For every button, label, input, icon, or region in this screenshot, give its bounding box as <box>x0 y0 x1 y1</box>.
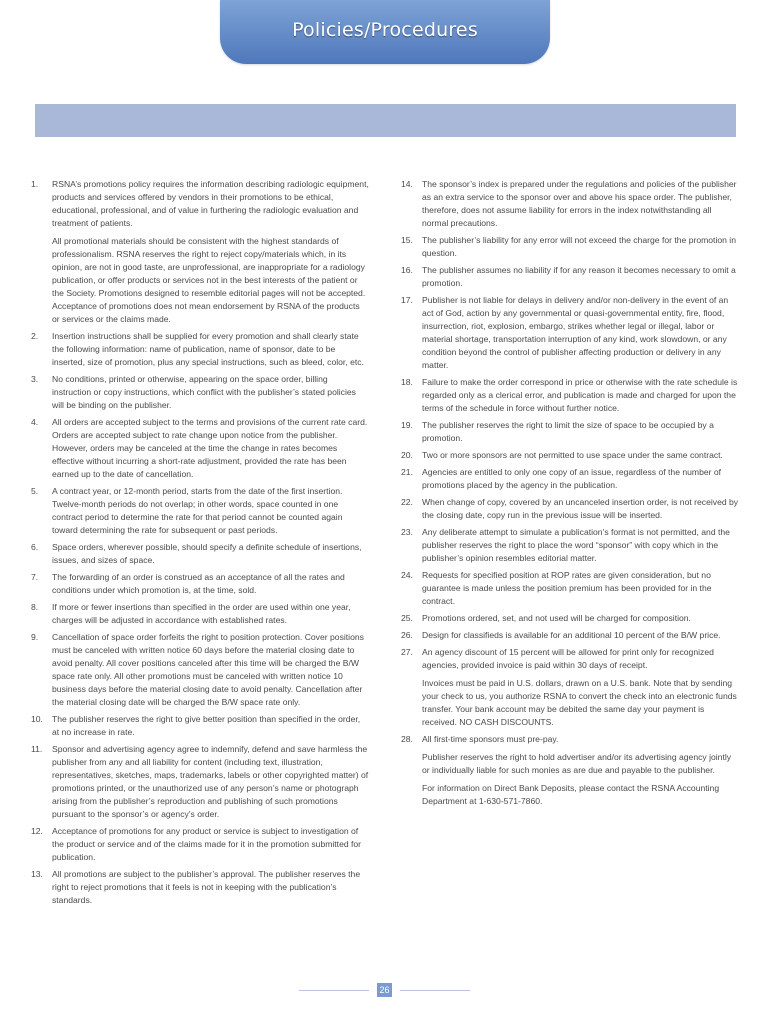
policy-item <box>401 376 739 415</box>
policy-item <box>401 178 739 230</box>
policy-item <box>31 178 369 326</box>
policy-item-text: For information on Direct Bank Deposits, please contact the RSNA Accounting Department at 1-630-571-7860. <box>422 783 720 806</box>
policy-item <box>401 629 739 642</box>
policy-item-number: 10. <box>31 714 43 724</box>
policy-item-text: The publisher assumes no liability if for any reason it becomes necessary to omit a promotion. <box>422 265 736 288</box>
policy-item-text: Promotions ordered, set, and not used will be charged for composition. <box>422 613 691 623</box>
policy-item-number: 19. <box>401 420 413 430</box>
policy-item-number: 14. <box>401 179 413 189</box>
left-column <box>31 178 369 911</box>
policy-item-number: 25. <box>401 613 413 623</box>
policy-item-number: 4. <box>31 417 39 427</box>
policy-item-number: 13. <box>31 869 43 879</box>
policy-item-number: 12. <box>31 826 43 836</box>
policy-item <box>31 601 369 627</box>
policy-item <box>401 612 739 625</box>
policy-item-number: 23. <box>401 527 413 537</box>
policy-item <box>401 733 739 808</box>
policy-item-text: Any deliberate attempt to simulate a publication’s format is not permitted, and the publisher reserves the right to place the word “sponsor” with copy which in the publisher’s opinion resembles editorial matter. <box>422 527 730 563</box>
policy-item <box>31 416 369 481</box>
policy-item-text: An agency discount of 15 percent will be allowed for print only for recognized agencies, provided invoice is paid within 30 days of receipt. <box>422 647 714 670</box>
policy-item-number: 8. <box>31 602 39 612</box>
footer-rule-left <box>299 990 369 991</box>
policy-item-number: 27. <box>401 647 413 657</box>
policy-item-number: 7. <box>31 572 39 582</box>
policy-item-number: 6. <box>31 542 39 552</box>
policy-item-text: All promotional materials should be consistent with the highest standards of professionalism. RSNA reserves the right to reject copy/materials which, in its opinion, are not in good taste, are unprofessional, are inappropriate for a radiology publication, or offer products or services not in the best interests of the patient or the Society. Promotions designed to resemble editorial pages will not be accepted. Acceptance of promotions does not mean endorsement by RSNA of the products or services or the claims made. <box>52 236 366 324</box>
policy-item <box>401 264 739 290</box>
policy-item <box>31 485 369 537</box>
policy-item-text: Publisher reserves the right to hold advertiser and/or its advertising agency jointly or individually liable for such monies as are due and payable to the publisher. <box>422 752 732 775</box>
page-number: 26 <box>377 983 392 997</box>
policy-item-number: 5. <box>31 486 39 496</box>
policy-item-number: 18. <box>401 377 413 387</box>
policy-item-text: Cancellation of space order forfeits the right to position protection. Cover positions must be canceled with written notice 60 days before the material closing date to avoid penalty. All cover positions canceled after this time will be charged the B/W space rate only. All other promotions must be canceled with written notice 10 business days before the material closing date to avoid penalty. Cancellation after the material closing date will be charged the B/W space rate only. <box>52 632 364 707</box>
policy-item-number: 22. <box>401 497 413 507</box>
policy-item <box>31 330 369 369</box>
policy-item <box>31 825 369 864</box>
policy-item <box>31 868 369 907</box>
policy-item-number: 9. <box>31 632 39 642</box>
policy-item-number: 26. <box>401 630 413 640</box>
policy-item-text: Invoices must be paid in U.S. dollars, drawn on a U.S. bank. Note that by sending your check to us, you authorize RSNA to convert the check into an electronic funds transfer. Your bank account may be debited the same day your payment is received. NO CASH DISCOUNTS. <box>422 678 737 727</box>
policy-item-text: Space orders, wherever possible, should specify a definite schedule of insertions, issues, and sizes of space. <box>52 542 362 565</box>
policy-item-text: Acceptance of promotions for any product or service is subject to investigation of the product or service and of the claims made for it in the promotion submitted for publication. <box>52 826 362 862</box>
policy-item-text: The publisher’s liability for any error will not exceed the charge for the promotion in question. <box>422 235 736 258</box>
policy-list-right <box>401 178 739 808</box>
policy-item-number: 24. <box>401 570 413 580</box>
policy-item <box>401 449 739 462</box>
policy-item-text: RSNA’s promotions policy requires the information describing radiologic equipment, products and services offered by vendors in their promotions to be ethical, educational, professional, and of value in furthering the radiologic evaluation and treatment of patients. <box>52 179 369 228</box>
policy-item-text: No conditions, printed or otherwise, appearing on the space order, billing instruction or copy instructions, which conflict with the publisher’s stated policies will be binding on the publisher. <box>52 374 356 410</box>
policy-item-number: 11. <box>31 744 43 754</box>
policy-item-number: 2. <box>31 331 39 341</box>
policy-item-number: 1. <box>31 179 39 189</box>
policy-item <box>31 373 369 412</box>
policy-item-text: All orders are accepted subject to the terms and provisions of the current rate card. Orders are accepted subject to rate change upon notice from the publisher. However, orders may be canceled at the time the change in rates becomes effective without incurring a short-rate adjustment, provided the rate has been earned up to the date of cancellation. <box>52 417 368 479</box>
policy-item <box>401 419 739 445</box>
policy-item-text: The forwarding of an order is construed as an acceptance of all the rates and conditions under which promotion is, at the time, sold. <box>52 572 345 595</box>
policy-item-number: 16. <box>401 265 413 275</box>
policy-item-text: The sponsor’s index is prepared under the regulations and policies of the publisher as an extra service to the sponsor over and above his space order. The publisher, therefore, does not assume liability for errors in the index notwithstanding all normal precautions. <box>422 179 737 228</box>
policy-item <box>401 234 739 260</box>
policy-item <box>401 294 739 372</box>
policy-item-text: Requests for specified position at ROP rates are given consideration, but no guarantee is made unless the position premium has been provided for in the contract. <box>422 570 712 606</box>
policy-item-number: 3. <box>31 374 39 384</box>
policy-item-number: 28. <box>401 734 413 744</box>
policy-item-text: When change of copy, covered by an uncanceled insertion order, is not received by the closing date, copy run in the previous issue will be inserted. <box>422 497 739 520</box>
policy-item <box>401 466 739 492</box>
policy-list-left <box>31 178 369 907</box>
policy-item-number: 20. <box>401 450 413 460</box>
header-tab <box>220 0 550 64</box>
policy-item-text: All first-time sponsors must pre-pay. <box>422 734 559 744</box>
policy-item-text: Publisher is not liable for delays in delivery and/or non-delivery in the event of an act of God, action by any governmental or quasi-governmental entity, fire, flood, insurrection, riot, explosion, embargo, strikes whether legal or illegal, labor or material shortage, transportation interruption of any kind, work slowdown, or any condition beyond the control of publisher affecting production or delivery in any matter. <box>422 295 729 370</box>
header-band <box>35 104 736 137</box>
policy-item-number: 15. <box>401 235 413 245</box>
policy-item <box>401 646 739 729</box>
policy-item-text: All promotions are subject to the publisher’s approval. The publisher reserves the right to reject promotions that it feels is not in keeping with the publication’s standards. <box>52 869 361 905</box>
policy-item-text: A contract year, or 12-month period, starts from the date of the first insertion. Twelve-month periods do not overlap; in other words, space counted in one contract period to determine the rate for that period cannot be counted again toward determining the rate for subsequent or past periods. <box>52 486 343 535</box>
policy-item-text: Failure to make the order correspond in price or otherwise with the rate schedule is regarded only as a clerical error, and publication is made and charged for upon the terms of the schedule in force without further notice. <box>422 377 738 413</box>
policy-item-text: Agencies are entitled to only one copy of an issue, regardless of the number of promotions placed by the agency in the publication. <box>422 467 722 490</box>
policy-item-text: Insertion instructions shall be supplied for every promotion and shall clearly state the following information: name of publication, name of sponsor, date to be inserted, size of promotion, plus any special instructions, such as bleed, color, etc. <box>52 331 364 367</box>
policy-item-number: 17. <box>401 295 413 305</box>
policy-item-text: The publisher reserves the right to give better position than specified in the order, at no increase in rate. <box>52 714 361 737</box>
policy-item-number: 21. <box>401 467 413 477</box>
policy-item-text: The publisher reserves the right to limit the size of space to be occupied by a promotion. <box>422 420 714 443</box>
policy-item <box>31 571 369 597</box>
policy-item <box>31 743 369 821</box>
policy-item <box>31 713 369 739</box>
policy-item-text: If more or fewer insertions than specified in the order are used within one year, charges will be adjusted in accordance with established rates. <box>52 602 351 625</box>
page-title: Policies/Procedures <box>292 19 478 41</box>
policy-item <box>31 631 369 709</box>
policy-item <box>31 541 369 567</box>
footer-rule-right <box>400 990 470 991</box>
policy-item-text: Two or more sponsors are not permitted to use space under the same contract. <box>422 450 723 460</box>
policy-item <box>401 526 739 565</box>
right-column <box>401 178 739 812</box>
policy-item-text: Sponsor and advertising agency agree to indemnify, defend and save harmless the publisher from any and all liability for content (including text, illustration, representatives, sketches, maps, trademarks, labels or other copyrighted matter) of promotions printed, or the unauthorized use of any person’s name or photograph arising from the publisher’s reproduction and publishing of such promotions pursuant to the sponsor’s or agency’s order. <box>52 744 369 819</box>
policy-item <box>401 569 739 608</box>
policy-item-text: Design for classifieds is available for an additional 10 percent of the B/W price. <box>422 630 721 640</box>
policy-item <box>401 496 739 522</box>
